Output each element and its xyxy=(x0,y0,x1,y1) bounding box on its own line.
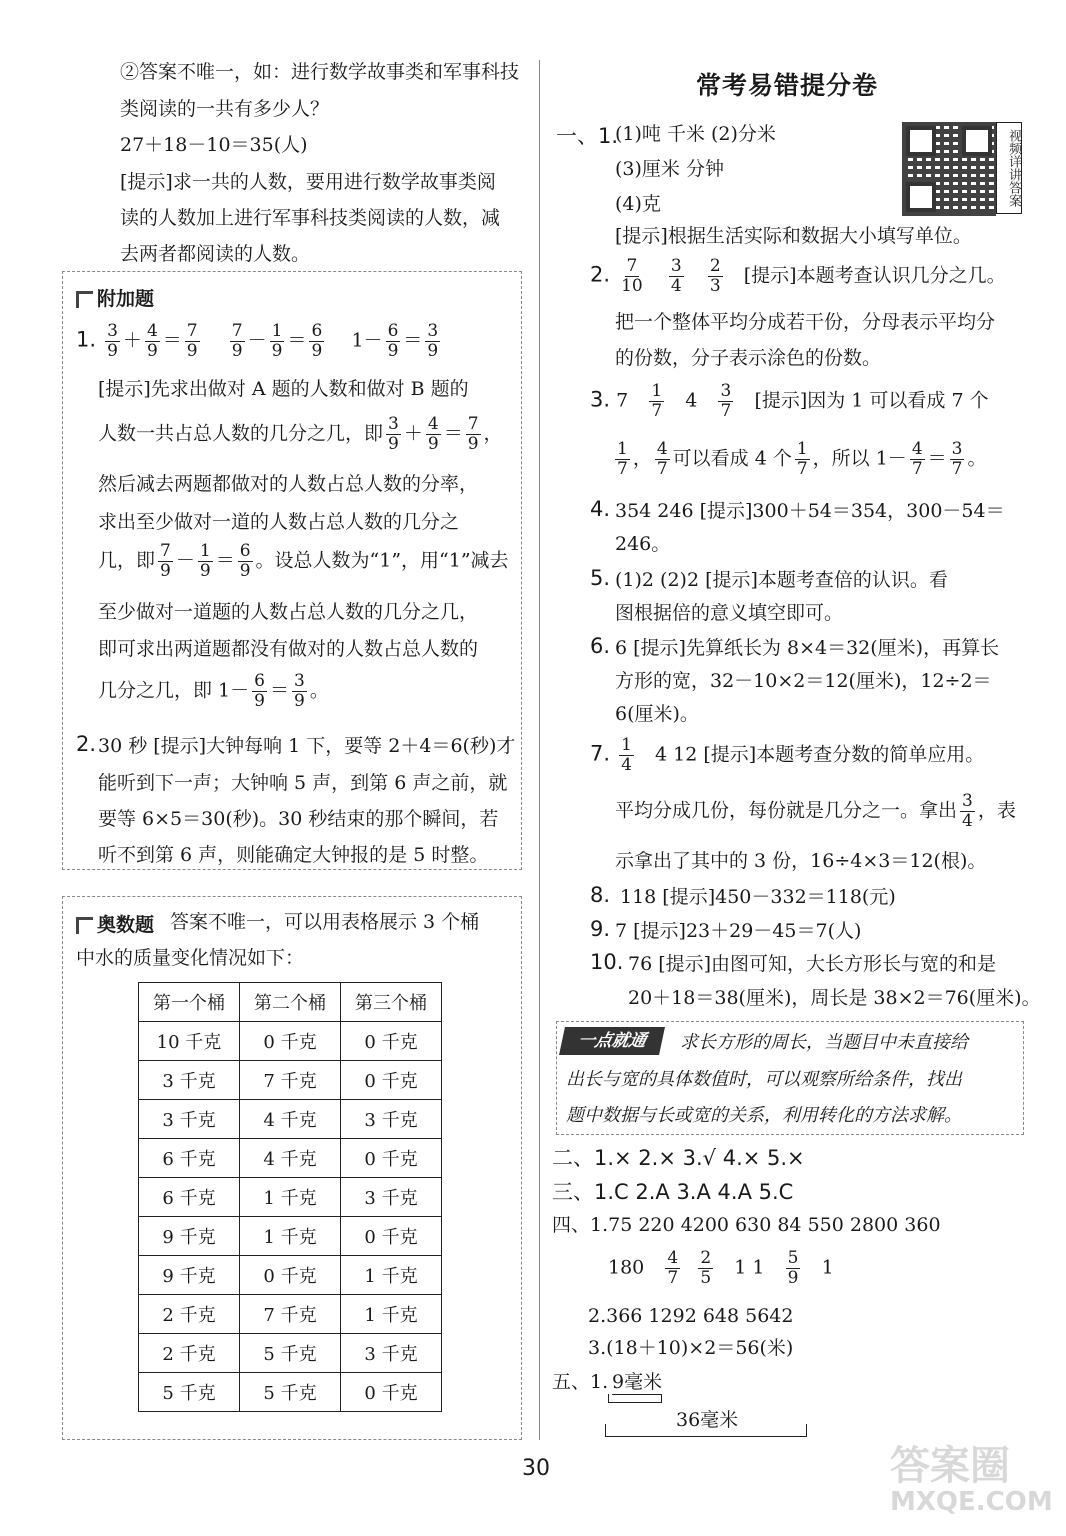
segment-small-label: 9毫米 xyxy=(612,1371,663,1393)
segment-large-label: 36毫米 xyxy=(676,1409,739,1431)
table-cell: 3 千克 xyxy=(341,1178,442,1217)
aoshu-heading xyxy=(76,910,154,937)
text-line: 示拿出了其中的 3 份，16÷4×3＝12(根)。 xyxy=(615,850,987,872)
question-number: 4. xyxy=(590,497,611,521)
table-cell: 5 千克 xyxy=(139,1373,240,1412)
table-header-row xyxy=(139,983,442,1022)
table-row xyxy=(139,1139,442,1178)
text-line: (4)克 xyxy=(615,193,661,215)
text-line: 方形的宽，32－10×2＝12(厘米)，12÷2＝ xyxy=(615,670,992,692)
tip-line: 题中数据与长或宽的关系，利用转化的方法求解。 xyxy=(566,1105,962,1126)
column-header: 第二个桶 xyxy=(240,983,341,1022)
text-line: (1)2 (2)2 [提示]本题考查倍的认识。看 xyxy=(615,569,948,591)
question-number: 10. xyxy=(590,950,624,974)
table-cell: 0 千克 xyxy=(240,1256,341,1295)
q7-line2: 平均分成几份，每份就是几分之一。拿出 $\frac{3}{4}$ ，表 xyxy=(615,791,1016,831)
section-label: 一、1. xyxy=(556,124,619,148)
table-cell: 10 千克 xyxy=(139,1022,240,1061)
text-line: 246。 xyxy=(615,533,671,555)
fraction: $\frac{3}{9}$ xyxy=(427,321,439,361)
section-icon xyxy=(76,917,93,934)
page-title: 常考易错提分卷 xyxy=(696,71,879,100)
table-cell: 1 千克 xyxy=(240,1217,341,1256)
table-cell: 2 千克 xyxy=(139,1334,240,1373)
table-row xyxy=(139,1217,442,1256)
text-line: 听不到第 6 声，则能确定大钟报的是 5 时整。 xyxy=(98,844,489,866)
table-row xyxy=(139,1061,442,1100)
q7-line: 7. $\frac{1}{4}$ 4 12 [提示]本题考查分数的简单应用。 xyxy=(590,735,985,775)
fujia-heading-label: 附加题 xyxy=(97,288,155,310)
fujia-heading xyxy=(76,284,154,311)
watermark: 答案圈 MXQE.COM xyxy=(890,1443,1053,1517)
table-cell: 4 千克 xyxy=(240,1139,341,1178)
qr-caption: 视频详讲答案 xyxy=(996,122,1022,214)
section-answers: 三、1.C 2.A 3.A 4.A 5.C xyxy=(552,1180,794,1204)
table-cell: 9 千克 xyxy=(139,1217,240,1256)
fujia-q1-line1: 1. $\frac{3}{9}$ ＋ $\frac{4}{9}$ ＝ $\frac{7}{9}$ $\frac{7}{9}$ － $\frac{1}{9}$ ＝ $\frac{6}{9}$ 1－ $\frac{6}{9}$ ＝ $\frac{3}{9}$ xyxy=(76,321,439,361)
q3-line2: $\frac{1}{7}$ ， $\frac{4}{7}$ 可以看成 4 个 $\frac{1}{7}$ ，所以 1－ $\frac{4}{7}$ ＝ $\frac{3}{7}$ 。 xyxy=(617,439,987,479)
column-divider xyxy=(539,60,540,1440)
question-number: 8. xyxy=(590,883,611,907)
table-cell: 0 千克 xyxy=(341,1061,442,1100)
text-line: 几分之几，即 1－ $\frac{6}{9}$ ＝ $\frac{3}{9}$ 。 xyxy=(98,671,329,711)
section4-line2: 180 $\frac{4}{7}$ $\frac{2}{5}$ 1 1 $\frac{5}{9}$ 1 xyxy=(608,1248,834,1288)
table-row xyxy=(139,1100,442,1139)
text-line: 人数一共占总人数的几分之几，即 $\frac{3}{9}$ ＋ $\frac{4}{9}$ ＝ $\frac{7}{9}$ ， xyxy=(98,414,503,454)
fraction: $\frac{4}{9}$ xyxy=(146,321,158,361)
text-line: 答案不唯一，可以用表格展示 3 个桶 xyxy=(170,911,480,933)
page-number: 30 xyxy=(522,1456,550,1481)
section-icon xyxy=(76,291,93,308)
text-line: 7 [提示]23＋29－45＝7(人) xyxy=(615,920,862,942)
table-cell: 9 千克 xyxy=(139,1256,240,1295)
text-line: [提示]先求出做对 A 题的人数和做对 B 题的 xyxy=(98,378,469,400)
tip-badge: 一点就通 xyxy=(559,1027,665,1055)
text-line: 6 [提示]先算纸长为 8×4＝32(厘米)，再算长 xyxy=(615,637,1000,659)
text-line: 能听到下一声；大钟响 5 声，到第 6 声之前，就 xyxy=(98,772,508,794)
question-number: 9. xyxy=(590,917,611,941)
table-cell: 3 千克 xyxy=(341,1334,442,1373)
text-line: 2.366 1292 648 5642 xyxy=(588,1305,794,1327)
table-cell: 0 千克 xyxy=(341,1217,442,1256)
text-line: ②答案不唯一，如：进行数学故事类和军事科技 xyxy=(120,61,520,83)
table-cell: 6 千克 xyxy=(139,1178,240,1217)
text-line: 然后减去两题都做对的人数占总人数的分率， xyxy=(98,473,479,495)
table-cell: 6 千克 xyxy=(139,1139,240,1178)
table-cell: 3 千克 xyxy=(139,1100,240,1139)
question-number: 2. xyxy=(76,732,97,756)
table-cell: 7 千克 xyxy=(240,1061,341,1100)
text-line: (1)吨 千米 (2)分米 xyxy=(615,123,776,145)
segment-large xyxy=(605,1424,807,1437)
text-line: 即可求出两道题都没有做对的人数占总人数的 xyxy=(98,638,479,660)
table-cell: 7 千克 xyxy=(240,1295,341,1334)
tip-line: 出长与宽的具体数值时，可以观察所给条件，找出 xyxy=(566,1069,962,1090)
fraction: $\frac{7}{9}$ xyxy=(231,321,243,361)
aoshu-heading-label: 奥数题 xyxy=(97,914,155,936)
column-header: 第三个桶 xyxy=(341,983,442,1022)
table-cell: 3 千克 xyxy=(341,1100,442,1139)
text-line: 27＋18－10＝35(人) xyxy=(120,134,308,156)
fraction: $\frac{1}{9}$ xyxy=(271,321,283,361)
text-line: 76 [提示]由图可知，大长方形长与宽的和是 xyxy=(628,953,997,975)
table-cell: 0 千克 xyxy=(341,1022,442,1061)
section-answers: 二、1.× 2.× 3.√ 4.× 5.× xyxy=(552,1146,805,1170)
text-line: 至少做对一道题的人数占总人数的几分之几， xyxy=(98,601,479,623)
table-cell: 4 千克 xyxy=(240,1100,341,1139)
text-line: 的份数，分子表示涂色的份数。 xyxy=(615,347,882,369)
table-row xyxy=(139,1022,442,1061)
text-line: 要等 6×5＝30(秒)。30 秒结束的那个瞬间，若 xyxy=(98,808,499,830)
text-line: 去两者都阅读的人数。 xyxy=(120,243,311,265)
fraction: $\frac{6}{9}$ xyxy=(311,321,323,361)
text-line: 6(厘米)。 xyxy=(615,703,699,725)
table-cell: 0 千克 xyxy=(240,1022,341,1061)
text-line: 中水的质量变化情况如下： xyxy=(76,947,305,969)
text-line: 30 秒 [提示]大钟每响 1 下，要等 2＋4＝6(秒)才 xyxy=(98,735,516,757)
table-cell: 5 千克 xyxy=(240,1334,341,1373)
question-number: 6. xyxy=(590,634,611,658)
text-line: [提示]根据生活实际和数据大小填写单位。 xyxy=(615,225,972,247)
table-cell: 1 千克 xyxy=(240,1178,341,1217)
text-line: 把一个整体平均分成若干份，分母表示平均分 xyxy=(615,311,996,333)
fraction: $\frac{6}{9}$ xyxy=(387,321,399,361)
fraction: $\frac{3}{9}$ xyxy=(107,321,118,361)
table-cell: 0 千克 xyxy=(341,1373,442,1412)
section-answers: 四、1.75 220 4200 630 84 550 2800 360 xyxy=(552,1214,941,1236)
text-line: 读的人数加上进行军事科技类阅读的人数，减 xyxy=(120,207,501,229)
section-label: 五、1. xyxy=(552,1371,609,1393)
table-cell: 5 千克 xyxy=(240,1373,341,1412)
table-row xyxy=(139,1373,442,1412)
tip-line: 求长方形的周长，当题目中未直接给 xyxy=(680,1032,968,1053)
table-row xyxy=(139,1334,442,1373)
text-line: 几，即 $\frac{7}{9}$ － $\frac{1}{9}$ ＝ $\frac{6}{9}$ 。设总人数为“1”，用“1”减去 xyxy=(98,541,509,581)
text-line: 类阅读的一共有多少人？ xyxy=(120,98,330,120)
fraction: $\frac{7}{9}$ xyxy=(186,321,198,361)
table-row xyxy=(139,1295,442,1334)
question-number: 1. xyxy=(76,327,97,352)
text-line: 图根据倍的意义填空即可。 xyxy=(615,602,844,624)
table-cell: 0 千克 xyxy=(341,1139,442,1178)
segment-small xyxy=(608,1394,662,1403)
q2-line: 2. $\frac{7}{10}$ $\frac{3}{4}$ $\frac{2}{3}$ [提示]本题考查认识几分之几。 xyxy=(590,256,1006,296)
text-line: (3)厘米 分钟 xyxy=(615,158,724,180)
table-row xyxy=(139,1256,442,1295)
text-line: 3.(18＋10)×2＝56(米) xyxy=(588,1337,794,1359)
column-header: 第一个桶 xyxy=(139,983,240,1022)
table-row xyxy=(139,1178,442,1217)
table-cell: 1 千克 xyxy=(341,1295,442,1334)
qr-code-icon[interactable] xyxy=(902,122,996,216)
question-number: 5. xyxy=(590,566,611,590)
text-line: [提示]求一共的人数，要用进行数学故事类阅 xyxy=(120,171,496,193)
text-line: 求出至少做对一道的人数占总人数的几分之 xyxy=(98,511,460,533)
text-line: 354 246 [提示]300＋54＝354，300－54＝ xyxy=(615,500,1005,522)
text-line: 20＋18＝38(厘米)，周长是 38×2＝76(厘米)。 xyxy=(628,987,1041,1009)
table-cell: 2 千克 xyxy=(139,1295,240,1334)
bucket-table xyxy=(138,982,442,1412)
text-line: 118 [提示]450－332＝118(元) xyxy=(620,886,896,908)
q3-line: 3. 7 $\frac{1}{7}$ 4 $\frac{3}{7}$ [提示]因为 1 可以看成 7 个 xyxy=(590,381,989,421)
table-cell: 3 千克 xyxy=(139,1061,240,1100)
table-cell: 1 千克 xyxy=(341,1256,442,1295)
